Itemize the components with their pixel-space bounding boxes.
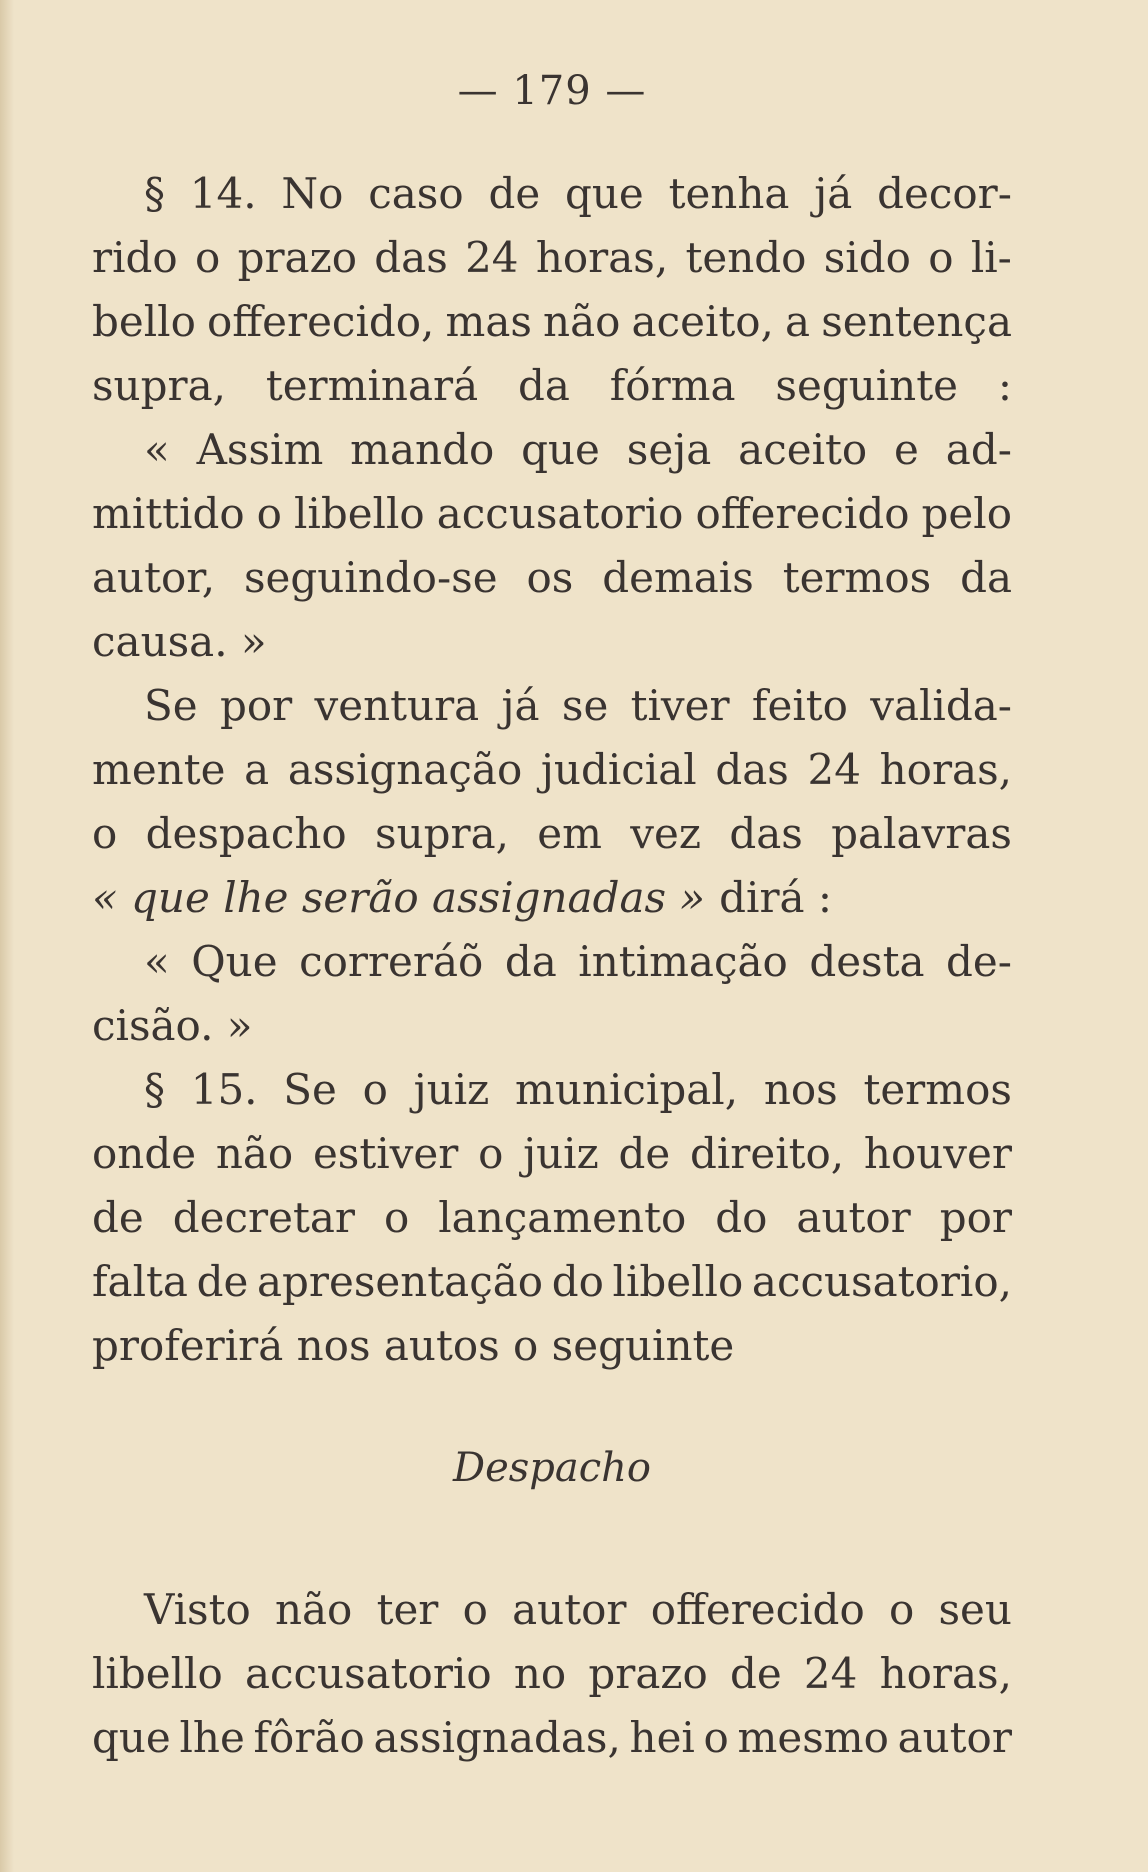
word: tenha — [668, 169, 790, 218]
word: libello — [612, 1257, 744, 1306]
word: das — [374, 233, 448, 282]
text-line — [92, 1314, 1012, 1378]
word: mas — [445, 297, 532, 346]
word: fôrão — [253, 1713, 365, 1762]
word: de — [196, 1257, 249, 1306]
word: estiver — [312, 1129, 459, 1178]
word: feito — [751, 681, 848, 730]
book-page — [92, 0, 1012, 1872]
word: accusatorio, — [751, 1257, 1012, 1306]
word: nos — [763, 1065, 838, 1114]
word: 24 — [807, 745, 861, 794]
word: o — [362, 1065, 388, 1114]
word: das — [729, 809, 803, 858]
word: mando — [350, 425, 495, 474]
word: apresentação — [256, 1257, 544, 1306]
word: tendo — [685, 233, 807, 282]
word: o — [383, 1193, 410, 1242]
word: que — [92, 1713, 171, 1762]
page-edge — [0, 0, 14, 1872]
word: o — [703, 1713, 729, 1762]
word: intimação — [578, 937, 788, 986]
word: pelo — [921, 489, 1012, 538]
word: já — [501, 681, 540, 730]
line-text: causa. » — [92, 617, 267, 666]
word: por — [939, 1193, 1012, 1242]
word: e — [894, 425, 919, 474]
word: de — [92, 1193, 144, 1242]
word: Assim — [196, 425, 324, 474]
word: não — [215, 1129, 294, 1178]
word: o — [194, 233, 221, 282]
word: tiver — [630, 681, 730, 730]
word: offerecido — [695, 489, 910, 538]
word: ventura — [314, 681, 480, 730]
text-line — [92, 738, 1012, 802]
word: que — [521, 425, 600, 474]
word: valida- — [870, 681, 1012, 730]
word: do — [715, 1193, 768, 1242]
text-line — [92, 290, 1012, 354]
text-line — [92, 418, 1012, 482]
word: libello — [92, 1649, 223, 1698]
word: autor — [512, 1585, 627, 1634]
text-line — [92, 1122, 1012, 1186]
text-line-mixed — [92, 866, 1012, 930]
word: ad- — [945, 425, 1012, 474]
word: mente — [92, 745, 226, 794]
text-line — [92, 162, 1012, 226]
word: mittido — [92, 489, 245, 538]
word: palavras — [831, 809, 1012, 858]
word: o — [92, 809, 118, 858]
word: terminará — [265, 361, 479, 410]
word: os — [526, 553, 574, 602]
word: bello — [92, 297, 196, 346]
word: juiz — [523, 1129, 599, 1178]
word: de — [618, 1129, 671, 1178]
word: de — [488, 169, 541, 218]
word: o — [462, 1585, 488, 1634]
word: assignação — [287, 745, 523, 794]
word: 15. — [190, 1065, 258, 1114]
text-fragment: dirá : — [719, 873, 833, 922]
word: sido — [823, 233, 911, 282]
word: municipal, — [515, 1065, 739, 1114]
word: li- — [970, 233, 1012, 282]
word: horas, — [879, 745, 1012, 794]
word: correráõ — [299, 937, 484, 986]
word: assignadas, — [373, 1713, 621, 1762]
word: : — [997, 361, 1012, 410]
word: falta — [92, 1257, 188, 1306]
word: lançamento — [438, 1193, 687, 1242]
word: 14. — [189, 169, 257, 218]
word: Se — [283, 1065, 337, 1114]
word: o — [928, 233, 954, 282]
word: offerecido, — [207, 297, 435, 346]
word: sentença — [821, 297, 1012, 346]
word: « — [144, 937, 170, 986]
word: onde — [92, 1129, 197, 1178]
word: o — [478, 1129, 504, 1178]
word: supra, — [92, 361, 226, 410]
word: em — [537, 809, 602, 858]
word: o — [888, 1585, 915, 1634]
word: termos — [863, 1065, 1012, 1114]
word: judicial — [540, 745, 697, 794]
word: não — [274, 1585, 353, 1634]
word: por — [219, 681, 293, 730]
word: hei — [629, 1713, 695, 1762]
word: a — [244, 745, 270, 794]
word: mesmo — [737, 1713, 889, 1762]
word: horas, — [535, 233, 669, 282]
word: autor, — [92, 553, 216, 602]
word: accusatorio — [436, 489, 684, 538]
word: da — [504, 937, 557, 986]
word: § — [144, 169, 165, 218]
word: autor — [897, 1713, 1012, 1762]
page-number: — 179 — — [457, 68, 647, 114]
word: o — [256, 489, 282, 538]
text-line — [92, 610, 1012, 674]
word: « — [144, 425, 170, 474]
word: juiz — [413, 1065, 490, 1114]
word: libello — [293, 489, 425, 538]
word: prazo — [237, 233, 357, 282]
word: aceito, — [631, 297, 774, 346]
word: seguinte — [775, 361, 958, 410]
quoted-phrase: « que lhe serão assignadas » — [92, 873, 706, 922]
word: autor — [796, 1193, 911, 1242]
text-line — [92, 674, 1012, 738]
text-line — [92, 226, 1012, 290]
word: despacho — [145, 809, 347, 858]
word: caso — [368, 169, 464, 218]
line-text: cisão. » — [92, 1001, 253, 1050]
word: não — [543, 297, 621, 346]
word: prazo — [588, 1649, 708, 1698]
word: demais — [602, 553, 754, 602]
word: seja — [626, 425, 712, 474]
word: da — [960, 553, 1012, 602]
word: accusatorio — [244, 1649, 492, 1698]
word: aceito — [738, 425, 868, 474]
word: No — [281, 169, 344, 218]
word: rido — [92, 233, 178, 282]
text-line — [92, 354, 1012, 418]
word: fórma — [609, 361, 736, 410]
word: já — [814, 169, 853, 218]
word: ter — [376, 1585, 439, 1634]
line-text: proferirá nos autos o seguinte — [92, 1321, 735, 1370]
word: seguindo-se — [243, 553, 498, 602]
text-line — [92, 1642, 1012, 1706]
word: direito, — [689, 1129, 845, 1178]
word: das — [715, 745, 789, 794]
text-line — [92, 1058, 1012, 1122]
word: da — [517, 361, 570, 410]
text-line — [92, 930, 1012, 994]
word: offerecido — [650, 1585, 865, 1634]
word: decor- — [877, 169, 1012, 218]
text-line — [92, 994, 1012, 1058]
word: 24 — [803, 1649, 858, 1698]
word: de- — [946, 937, 1012, 986]
word: supra, — [375, 809, 509, 858]
word: 24 — [465, 233, 519, 282]
word: § — [144, 1065, 165, 1114]
text-line — [92, 1706, 1012, 1770]
word: que — [564, 169, 644, 218]
text-line — [92, 802, 1012, 866]
word: houver — [863, 1129, 1012, 1178]
word: do — [551, 1257, 604, 1306]
word: desta — [809, 937, 925, 986]
section-heading: Despacho — [453, 1445, 651, 1491]
word: no — [513, 1649, 567, 1698]
text-line — [92, 1186, 1012, 1250]
word: decretar — [172, 1193, 355, 1242]
text-line — [92, 482, 1012, 546]
word: a — [785, 297, 811, 346]
word: Visto — [144, 1585, 251, 1634]
text-line — [92, 1578, 1012, 1642]
word: lhe — [179, 1713, 245, 1762]
word: vez — [630, 809, 702, 858]
text-line — [92, 1250, 1012, 1314]
word: se — [561, 681, 609, 730]
word: Que — [191, 937, 278, 986]
word: termos — [782, 553, 932, 602]
word: Se — [144, 681, 198, 730]
word: de — [729, 1649, 782, 1698]
word: seu — [938, 1585, 1012, 1634]
text-line — [92, 546, 1012, 610]
word: horas, — [879, 1649, 1012, 1698]
